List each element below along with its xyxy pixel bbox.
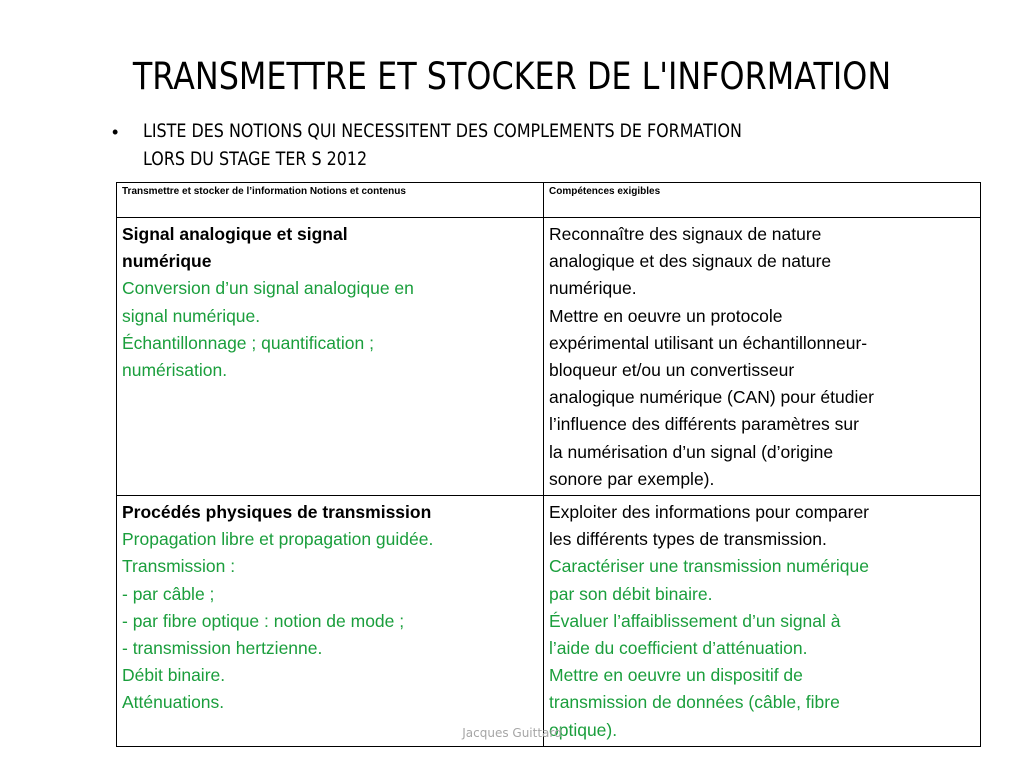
cell-line: transmission de données (câble, fibre xyxy=(549,692,840,713)
cell-line: Procédés physiques de transmission xyxy=(122,502,432,523)
cell-line: Exploiter des informations pour comparer xyxy=(549,502,870,523)
cell-line: analogique numérique (CAN) pour étudier xyxy=(549,387,874,408)
notions-table xyxy=(116,182,981,747)
cell-line: les différents types de transmission. xyxy=(549,529,827,550)
footer-author: Jacques Guittard xyxy=(462,726,562,740)
cell-line: Conversion d’un signal analogique en xyxy=(122,278,414,299)
cell-line: - transmission hertzienne. xyxy=(122,638,323,659)
cell-line: l’aide du coefficient d’atténuation. xyxy=(549,638,808,659)
cell-line: sonore par exemple). xyxy=(549,468,715,489)
notions-cell xyxy=(117,218,544,496)
slide-title: TRANSMETTRE ET STOCKER DE L'INFORMATION xyxy=(132,55,892,98)
cell-line: Caractériser une transmission numérique xyxy=(549,556,869,577)
cell-line: Débit binaire. xyxy=(122,665,226,686)
cell-line: signal numérique. xyxy=(122,305,261,326)
competences-cell xyxy=(544,496,981,747)
notions-cell xyxy=(117,496,544,747)
cell-line: analogique et des signaux de nature xyxy=(549,251,832,272)
header-competences: Compétences exigibles xyxy=(544,183,981,218)
cell-line: Mettre en oeuvre un protocole xyxy=(549,305,783,326)
cell-line: Atténuations. xyxy=(122,692,225,713)
cell-line: Mettre en oeuvre un dispositif de xyxy=(549,665,803,686)
cell-line: numérique xyxy=(122,251,212,272)
bullet-line: LISTE DES NOTIONS QUI NECESSITENT DES COMPLEMENTS DE FORMATION xyxy=(143,121,742,142)
cell-line: optique). xyxy=(549,719,618,740)
cell-line: la numérisation d’un signal (d’origine xyxy=(549,441,834,462)
header-notions: Transmettre et stocker de l’information Notions et contenus xyxy=(117,183,544,218)
cell-line: - par fibre optique : notion de mode ; xyxy=(122,610,405,631)
cell-line: Transmission : xyxy=(122,556,236,577)
bullet-line: LORS DU STAGE TER S 2012 xyxy=(143,149,368,170)
cell-line: - par câble ; xyxy=(122,583,215,604)
cell-line: numérique. xyxy=(549,278,637,299)
cell-line: Reconnaître des signaux de nature xyxy=(549,224,822,244)
cell-line: l’influence des différents paramètres sur xyxy=(549,414,859,435)
cell-line: Évaluer l’affaiblissement d’un signal à xyxy=(549,610,841,631)
table-header-row xyxy=(117,183,981,218)
cell-line: numérisation. xyxy=(122,360,228,381)
cell-line: Propagation libre et propagation guidée. xyxy=(122,529,434,550)
table-row xyxy=(117,496,981,747)
competences-cell xyxy=(544,218,981,496)
bullet-dot-icon: • xyxy=(112,122,119,142)
cell-line: Échantillonnage ; quantification ; xyxy=(122,332,374,353)
cell-line: expérimental utilisant un échantillonneur- xyxy=(549,332,868,353)
table-row xyxy=(117,218,981,496)
bullet-text xyxy=(143,118,857,174)
cell-line: Signal analogique et signal xyxy=(122,224,348,244)
cell-line: par son débit binaire. xyxy=(549,583,713,604)
cell-line: bloqueur et/ou un convertisseur xyxy=(549,360,795,381)
